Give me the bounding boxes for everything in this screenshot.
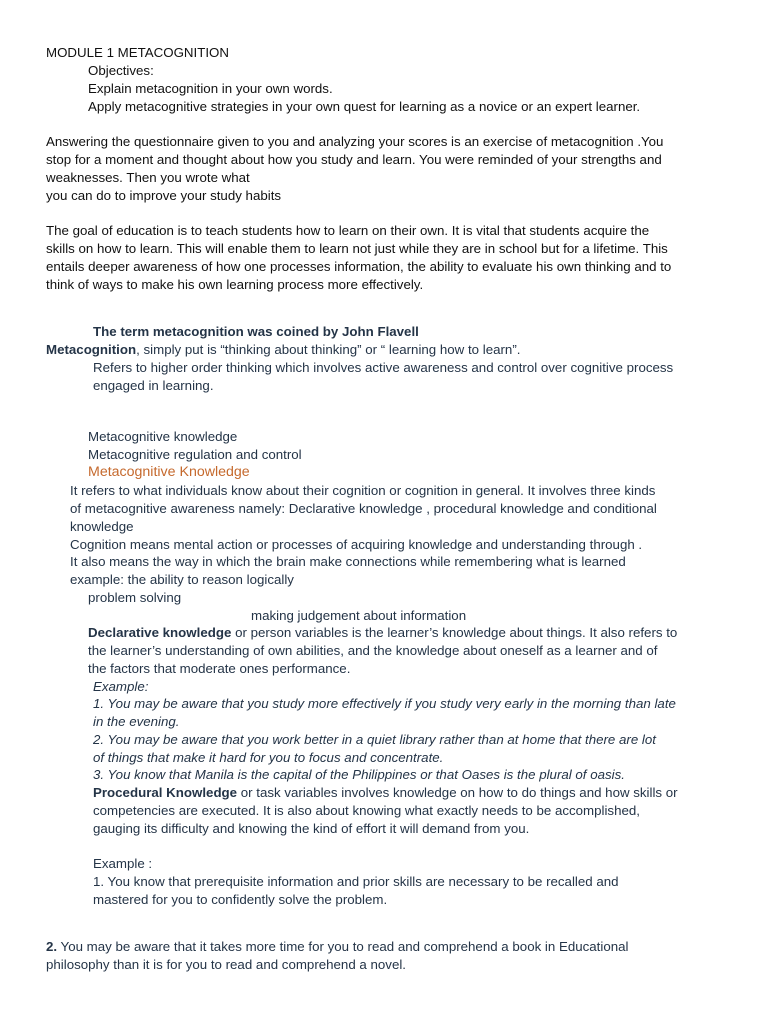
declarative-example-line: in the evening. [93,714,180,729]
objectives-heading: Objectives: [88,63,154,78]
procedural-line: competencies are executed. It is also about knowing what exactly needs to be accomplished, [93,803,640,818]
metacognitive-knowledge-heading: Metacognitive Knowledge [88,464,250,480]
goal-paragraph-line: The goal of education is to teach students how to learn on their own. It is vital that students acquire the [46,223,650,238]
declarative-knowledge-line [88,624,677,642]
knowledge-line: example: the ability to reason logically [70,572,294,587]
module-title: MODULE 1 METACOGNITION [46,45,229,60]
knowledge-line: It refers to what individuals know about their cognition or cognition in general. It involves three kinds [70,483,656,498]
goal-paragraph-line: think of ways to make his own learning process more effectively. [46,277,424,292]
declarative-example-label: Example: [93,679,149,694]
declarative-example-line: 2. You may be aware that you work better in a quiet library rather than at home that there are lot [93,732,656,747]
declarative-line: the learner’s understanding of own abilities, and the knowledge about oneself as a learner and of [88,643,658,658]
coined-by-heading: The term metacognition was coined by John Flavell [93,324,419,339]
objective-item: Explain metacognition in your own words. [88,81,333,96]
declarative-knowledge-text: or person variables is the learner’s knowledge about things. It also refers to [231,625,678,640]
procedural-line: gauging its difficulty and knowing the kind of effort it will demand from you. [93,821,530,836]
refers-line: engaged in learning. [93,378,214,393]
judgement-text: making judgement about information [251,608,467,623]
metacognition-term: Metacognition [46,342,137,357]
intro-paragraph-line: stop for a moment and thought about how you study and learn. You were reminded of your strengths and [46,152,662,167]
knowledge-line: It also means the way in which the brain make connections while remembering what is learned [70,554,626,569]
procedural-knowledge-text: or task variables involves knowledge on how to do things and how skills or [237,785,678,800]
knowledge-line: knowledge [70,519,134,534]
knowledge-line: of metacognitive awareness namely: Declarative knowledge , procedural knowledge and conditional [70,501,657,516]
procedural-example-label: Example : [93,856,153,871]
closing-number: 2. [46,939,58,954]
component-item: Metacognitive knowledge [88,429,238,444]
procedural-knowledge-line [93,784,678,802]
objective-item: Apply metacognitive strategies in your own quest for learning as a novice or an expert learner. [88,99,641,114]
declarative-example-line: 1. You may be aware that you study more effectively if you study very early in the morning than late [93,696,676,711]
refers-line: Refers to higher order thinking which involves active awareness and control over cognitive process [93,360,674,375]
declarative-knowledge-term: Declarative knowledge [88,625,232,640]
knowledge-line: Cognition means mental action or processes of acquiring knowledge and understanding through . [70,537,643,552]
declarative-line: the factors that moderate ones performance. [88,661,351,676]
procedural-example-line: mastered for you to confidently solve the problem. [93,892,388,907]
closing-text: You may be aware that it takes more time for you to read and comprehend a book in Educational [57,939,629,954]
metacognition-definition [46,341,520,359]
intro-paragraph-line: you can do to improve your study habits [46,188,282,203]
declarative-example-line: 3. You know that Manila is the capital of the Philippines or that Oases is the plural of oasis. [93,767,625,782]
procedural-example-line: 1. You know that prerequisite information and prior skills are necessary to be recalled and [93,874,619,889]
closing-line [46,938,628,956]
procedural-knowledge-term: Procedural Knowledge [93,785,238,800]
intro-paragraph-line: Answering the questionnaire given to you and analyzing your scores is an exercise of metacognition .You [46,134,664,149]
declarative-example-line: of things that make it hard for you to focus and concentrate. [93,750,444,765]
goal-paragraph-line: entails deeper awareness of how one processes information, the ability to evaluate his own thinking and to [46,259,672,274]
problem-solving-text: problem solving [88,590,182,605]
component-item: Metacognitive regulation and control [88,447,302,462]
goal-paragraph-line: skills on how to learn. This will enable them to learn not just while they are in school but for a lifetime. This [46,241,668,256]
intro-paragraph-line: weaknesses. Then you wrote what [46,170,250,185]
closing-line-2: philosophy than it is for you to read and comprehend a novel. [46,957,406,972]
metacognition-definition-text: , simply put is “thinking about thinking” or “ learning how to learn”. [136,342,521,357]
